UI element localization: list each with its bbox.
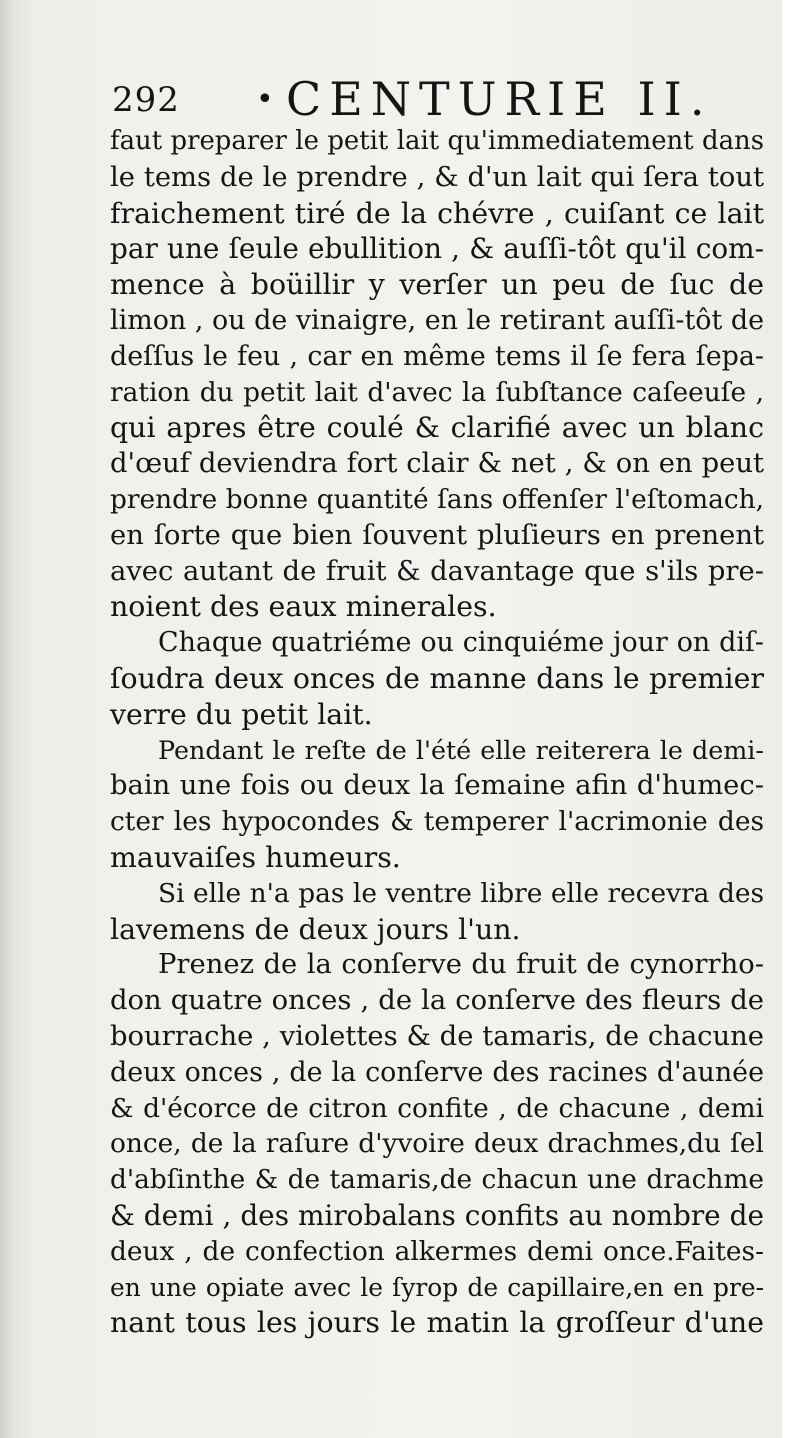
- page-edge: [782, 0, 800, 1438]
- text-line: ſoudra deux onces de manne dans le premier: [110, 661, 764, 695]
- text-line: mauvaiſes humeurs.: [110, 840, 401, 874]
- text-line: cter les hypocondes & temperer l'acrimonie des: [110, 806, 764, 838]
- running-header: [108, 74, 768, 128]
- text-line: & d'écorce de citron confite , de chacune , demi: [110, 1092, 764, 1124]
- text-line: fraichement tiré de la chévre , cuiſant ce lait: [110, 196, 764, 230]
- text-line: par une ſeule ebullition , & auſſi-tôt qu'il com-: [110, 232, 764, 266]
- text-line: noient des eaux minerales.: [110, 590, 497, 624]
- text-line: qui apres être coulé & clarifié avec un blanc: [110, 411, 764, 445]
- text-line: don quatre onces , de la conſerve des fleurs de: [110, 985, 764, 1017]
- text-line: nant tous les jours le matin la groſſeur d'une: [110, 1306, 764, 1340]
- text-line: Prenez de la conſerve du fruit de cynorrho-: [158, 949, 764, 981]
- text-line: prendre bonne quantité ſans offenſer l'eſtomach,: [110, 483, 764, 515]
- text-line: d'œuf deviendra fort clair & net , & on en peut: [110, 448, 764, 480]
- text-line: bourrache , violettes & de tamaris, de chacune: [110, 1020, 764, 1052]
- text-line: avec autant de fruit & davantage que s'ils pre-: [110, 555, 764, 587]
- text-line: en une opiate avec le ſyrop de capillaire,en en pre-: [110, 1272, 764, 1302]
- text-line: mence à boüillir y verſer un peu de ſuc de: [110, 268, 764, 302]
- text-line: deux , de confection alkermes demi once.Faites-: [110, 1235, 764, 1267]
- text-line: verre du petit lait.: [110, 697, 373, 731]
- text-line: Pendant le reſte de l'été elle reiterera le demi-: [158, 734, 764, 765]
- text-line: d'abſinthe & de tamaris,de chacun une drachme: [110, 1164, 764, 1196]
- text-line: Si elle n'a pas le ventre libre elle recevra des: [158, 877, 764, 909]
- text-line: limon , ou de vinaigre, en le retirant auſſi-tôt de: [110, 304, 764, 336]
- text-line: en ſorte que bien ſouvent pluſieurs en prenent: [110, 519, 764, 551]
- body-text: [110, 124, 764, 1341]
- page-number: 292: [112, 80, 180, 120]
- text-line: deux onces , de la conſerve des racines d'aunée: [110, 1056, 764, 1088]
- text-line: bain une fois ou deux la ſemaine afin d'humec-: [110, 770, 764, 802]
- text-line: & demi , des mirobalans confits au nombre de: [110, 1198, 764, 1232]
- header-bullet: •: [256, 82, 274, 117]
- text-line: lavemens de deux jours l'un.: [110, 912, 521, 946]
- text-line: deſſus le feu , car en même tems il ſe fera ſepa-: [110, 340, 764, 372]
- text-line: once, de la raſure d'yvoire deux drachmes,du ſel: [110, 1128, 764, 1160]
- running-title: CENTURIE II.: [286, 72, 713, 126]
- text-line: Chaque quatriéme ou cinquiéme jour on diſ-: [158, 627, 764, 659]
- text-line: le tems de le prendre , & d'un lait qui ſera tout: [110, 161, 764, 193]
- text-line: ration du petit lait d'avec la ſubſtance caſeeuſe ,: [110, 376, 764, 408]
- text-line: faut preparer le petit lait qu'immediatement dans: [110, 126, 764, 156]
